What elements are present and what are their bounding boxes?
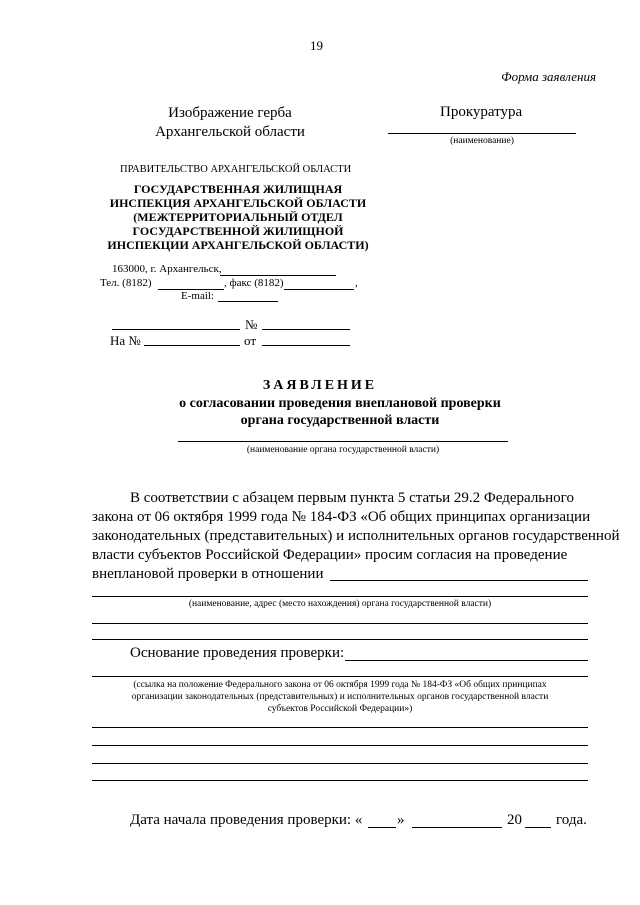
entity-name-line[interactable] xyxy=(330,580,588,581)
basis-line[interactable] xyxy=(92,676,588,677)
start-day-line[interactable] xyxy=(368,827,396,828)
organization-line: (МЕЖТЕРРИТОРИАЛЬНЫЙ ОТДЕЛ xyxy=(133,210,343,224)
body-line: В соответствии с абзацем первым пункта 5 статьи 29.2 Федерального xyxy=(130,490,574,506)
recipient-name-caption: (наименование) xyxy=(450,136,514,146)
basis-detail-line[interactable] xyxy=(92,763,588,764)
organization-line: ИНСПЕКЦИЯ АРХАНГЕЛЬСКОЙ ОБЛАСТИ xyxy=(109,196,367,210)
reference-date-label: от xyxy=(244,333,257,348)
phone-label: Тел. (8182) xyxy=(100,277,152,289)
entity-caption: (наименование, адрес (место нахождения) органа государственной власти) xyxy=(188,599,492,609)
start-date-quote: » xyxy=(397,812,405,828)
document-subtitle: органа государственной власти xyxy=(240,413,440,428)
start-date-label: Дата начала проведения проверки: « xyxy=(130,812,363,828)
address-line[interactable] xyxy=(220,275,336,276)
email-line[interactable] xyxy=(218,301,278,302)
basis-caption-line: организации законодательных (представительных) и исполнительных органов государственной власти xyxy=(131,692,549,702)
basis-line[interactable] xyxy=(345,660,588,661)
fax-label: , факс (8182) xyxy=(224,277,284,289)
number-label: № xyxy=(245,317,258,332)
start-year-line[interactable] xyxy=(525,827,551,828)
entity-address-line[interactable] xyxy=(92,639,588,640)
coat-of-arms-line: Архангельской области xyxy=(155,124,305,140)
basis-caption xyxy=(92,679,588,715)
address-label: 163000, г. Архангельск, xyxy=(112,263,222,275)
organization-line: ИНСПЕКЦИИ АРХАНГЕЛЬСКОЙ ОБЛАСТИ) xyxy=(107,238,369,252)
organization-line: ГОСУДАРСТВЕННАЯ ЖИЛИЩНАЯ xyxy=(133,182,343,196)
start-year-suffix: года. xyxy=(556,812,587,828)
reference-number-line[interactable] xyxy=(144,345,240,346)
body-line: законодательных (представительных) и исполнительных органов государственной xyxy=(92,528,620,544)
basis-caption-line: субъектов Российской Федерации») xyxy=(267,704,413,714)
government-name: ПРАВИТЕЛЬСТВО АРХАНГЕЛЬСКОЙ ОБЛАСТИ xyxy=(120,164,352,175)
basis-detail-line[interactable] xyxy=(92,727,588,728)
recipient-title: Прокуратура xyxy=(440,104,523,120)
authority-line[interactable] xyxy=(178,441,508,442)
basis-label: Основание проведения проверки: xyxy=(130,645,345,661)
recipient-name-line[interactable] xyxy=(388,133,576,134)
organization-name xyxy=(88,182,388,252)
start-month-line[interactable] xyxy=(412,827,502,828)
basis-caption-line: (ссылка на положение Федерального закона от 06 октября 1999 года № 184-ФЗ «Об общих принципах xyxy=(133,680,547,690)
body-line: власти субъектов Российской Федерации» просим согласия на проведение xyxy=(92,547,568,563)
fax-end: , xyxy=(355,277,358,289)
form-label: Форма заявления xyxy=(501,69,596,84)
entity-name-line[interactable] xyxy=(92,596,588,597)
reference-date-line[interactable] xyxy=(262,345,350,346)
body-line: внеплановой проверки в отношении xyxy=(92,566,324,582)
start-year-prefix: 20 xyxy=(507,812,522,828)
document-subtitle: о согласовании проведения внеплановой проверки xyxy=(179,396,501,411)
coat-of-arms-line: Изображение герба xyxy=(168,105,292,121)
coat-of-arms-caption xyxy=(140,104,320,142)
document-title: ЗАЯВЛЕНИЕ xyxy=(262,378,378,393)
body-line: закона от 06 октября 1999 года № 184-ФЗ «Об общих принципах организации xyxy=(92,509,591,525)
reference-label: На № xyxy=(110,333,141,348)
basis-detail-line[interactable] xyxy=(92,745,588,746)
organization-line: ГОСУДАРСТВЕННОЙ ЖИЛИЩНОЙ xyxy=(132,224,344,238)
page-number: 19 xyxy=(310,38,323,53)
outgoing-date-line[interactable] xyxy=(112,329,240,330)
entity-address-line[interactable] xyxy=(92,623,588,624)
outgoing-number-line[interactable] xyxy=(262,329,350,330)
basis-detail-line[interactable] xyxy=(92,780,588,781)
authority-caption: (наименование органа государственной власти) xyxy=(246,445,440,455)
email-label: E-mail: xyxy=(181,290,214,302)
fax-line[interactable] xyxy=(284,289,354,290)
